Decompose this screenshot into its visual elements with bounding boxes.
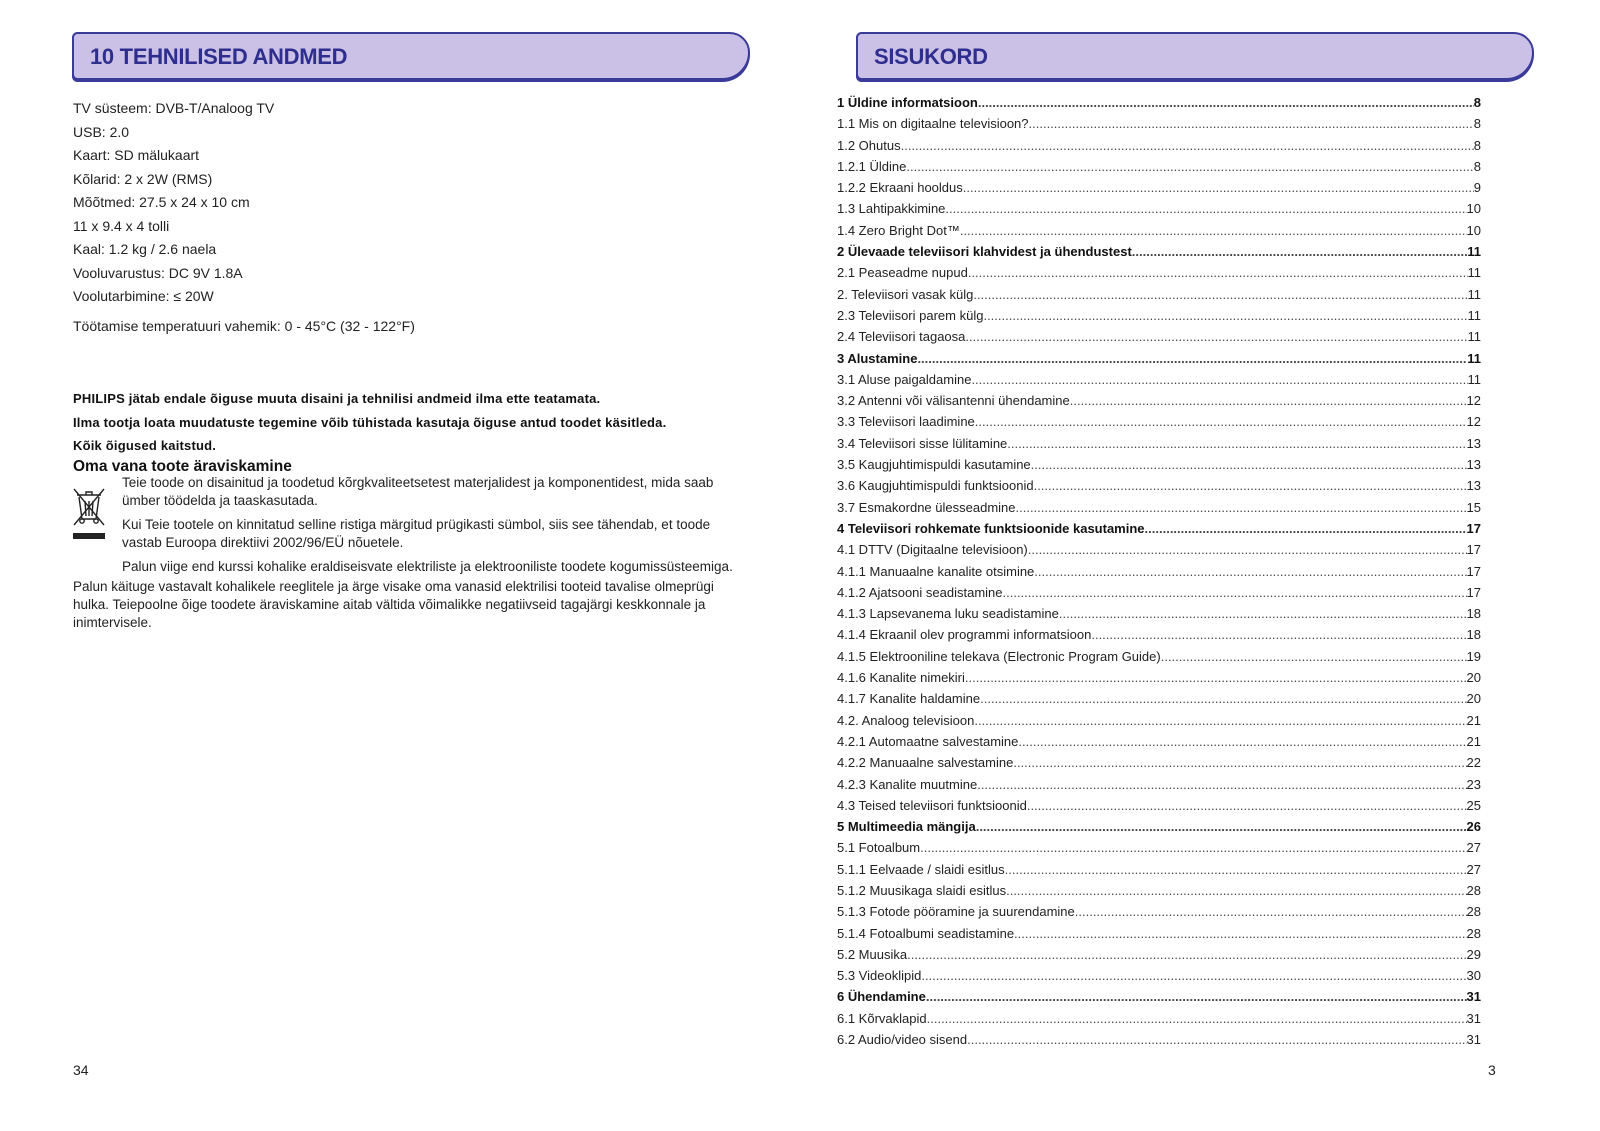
toc-entry (837, 414, 1481, 435)
section-header (856, 32, 1534, 80)
toc-chapter-entry (837, 95, 1481, 116)
dot-leader (963, 180, 1474, 195)
toc-entry-title: 6 Ühendamine (837, 989, 926, 1005)
dot-leader (1031, 457, 1467, 472)
dot-leader (977, 777, 1466, 792)
toc-entry (837, 840, 1481, 861)
toc-entry-title: 3.1 Aluse paigaldamine (837, 371, 972, 387)
toc-entry-page-number: 22 (1466, 755, 1481, 771)
dot-leader (1034, 478, 1467, 493)
toc-entry (837, 287, 1481, 308)
toc-entry-page-number: 11 (1467, 350, 1481, 366)
toc-entry (837, 223, 1481, 244)
toc-entry-page-number: 27 (1466, 840, 1481, 856)
toc-entry-page-number: 20 (1466, 670, 1481, 686)
spec-line: USB: 2.0 (73, 123, 130, 140)
toc-entry-page-number: 30 (1466, 968, 1481, 984)
toc-entry-title: 3.5 Kaugjuhtimispuldi kasutamine (837, 457, 1031, 473)
technical-specs (73, 97, 733, 338)
toc-entry-page-number: 11 (1467, 286, 1481, 302)
toc-entry-page-number: 11 (1467, 307, 1481, 323)
toc-entry-title: 2 Ülevaade televiisori klahvidest ja ühendustest (837, 244, 1132, 260)
disposal-final-paragraph: Palun käituge vastavalt kohalikele reeglitele ja ärge visake oma vanasid elektrilisi tooteid tavalise olmeprügi hulka. Teiepoolne õige toodete äraviskamine aitab vältida võimalikke negatiivseid tagajärgi keskkonnale ja inimtervisele. (73, 579, 714, 630)
dot-leader (1027, 798, 1467, 813)
toc-entry (837, 926, 1481, 947)
dot-leader (1029, 116, 1474, 131)
dot-leader (1018, 734, 1466, 749)
toc-chapter-entry (837, 989, 1481, 1010)
toc-chapter-entry (837, 351, 1481, 372)
toc-entry-title: 3.6 Kaugjuhtimispuldi funktsioonid (837, 478, 1034, 494)
toc-entry-title: 3.4 Televiisori sisse lülitamine (837, 435, 1008, 451)
table-of-contents (837, 95, 1481, 1053)
toc-entry-page-number: 8 (1473, 137, 1481, 153)
toc-entry (837, 798, 1481, 819)
toc-entry-page-number: 11 (1467, 244, 1481, 260)
toc-entry-page-number: 21 (1466, 712, 1481, 728)
toc-entry-page-number: 13 (1466, 478, 1481, 494)
toc-entry (837, 734, 1481, 755)
toc-entry-page-number: 11 (1467, 371, 1481, 387)
dot-leader (975, 414, 1467, 429)
right-page (800, 0, 1600, 1131)
dot-leader (1075, 904, 1467, 919)
toc-entry-title: 2.4 Televiisori tagaosa (837, 329, 966, 345)
dot-leader (1007, 436, 1466, 451)
toc-entry (837, 627, 1481, 648)
disposal-info (122, 474, 742, 582)
toc-chapter-entry (837, 244, 1481, 265)
toc-entry-title: 4.1.5 Elektrooniline telekava (Electronic Program Guide) (837, 648, 1161, 664)
dot-leader (917, 351, 1467, 366)
dot-leader (976, 819, 1467, 834)
crossed-out-wheelie-bin-icon (71, 486, 107, 544)
toc-entry (837, 649, 1481, 670)
toc-entry-title: 5.1.2 Muusikaga slaidi esitlus (837, 882, 1007, 898)
spec-line: Kõlarid: 2 x 2W (RMS) (73, 170, 213, 187)
toc-entry (837, 308, 1481, 329)
dot-leader (1034, 564, 1466, 579)
toc-entry-page-number: 29 (1466, 946, 1481, 962)
toc-entry-page-number: 18 (1466, 606, 1481, 622)
toc-entry-title: 4.2.2 Manuaalne salvestamine (837, 755, 1014, 771)
toc-entry (837, 691, 1481, 712)
dot-leader (1132, 244, 1467, 259)
toc-entry-page-number: 17 (1466, 542, 1481, 558)
toc-entry (837, 1011, 1481, 1032)
dot-leader (1070, 393, 1467, 408)
spec-line: Mõõtmed: 27.5 x 24 x 10 cm (73, 194, 250, 210)
toc-chapter-entry (837, 521, 1481, 542)
toc-entry-title: 4.2. Analoog televisioon (837, 712, 975, 728)
dot-leader (1013, 755, 1466, 770)
toc-entry-page-number: 11 (1467, 329, 1481, 345)
disposal-paragraph: Kui Teie tootele on kinnitatud selline ristiga märgitud prügikasti sümbol, siis see tähendab, et toode vastab Euroopa direktiivi 2002/96/EÜ nõuetele. (122, 517, 711, 550)
toc-entry-title: 4.1 DTTV (Digitaalne televisioon) (837, 542, 1028, 558)
toc-entry-page-number: 26 (1466, 819, 1481, 835)
toc-entry-page-number: 13 (1466, 435, 1481, 451)
toc-entry-title: 3 Alustamine (837, 350, 918, 366)
toc-entry (837, 904, 1481, 925)
dot-leader (978, 95, 1474, 110)
toc-entry-page-number: 21 (1466, 733, 1481, 749)
spec-line: 11 x 9.4 x 4 tolli (73, 217, 170, 234)
toc-entry-title: 1.3 Lahtipakkimine (837, 201, 946, 217)
toc-entry-page-number: 9 (1473, 180, 1481, 196)
toc-entry-title: 5.1.1 Eelvaade / slaidi esitlus (837, 861, 1005, 877)
toc-entry-page-number: 23 (1466, 776, 1481, 792)
toc-entry (837, 968, 1481, 989)
toc-entry-title: 4.2.1 Automaatne salvestamine (837, 733, 1019, 749)
dot-leader (980, 691, 1466, 706)
toc-entry (837, 180, 1481, 201)
toc-entry (837, 159, 1481, 180)
toc-entry-title: 3.2 Antenni või välisantenni ühendamine (837, 393, 1070, 409)
toc-entry-title: 6.2 Audio/video sisend (837, 1032, 968, 1048)
toc-entry (837, 585, 1481, 606)
toc-entry-page-number: 8 (1473, 116, 1481, 132)
toc-entry (837, 883, 1481, 904)
toc-entry-page-number: 28 (1466, 925, 1481, 941)
dot-leader (1014, 926, 1466, 941)
disposal-paragraph: Teie toode on disainitud ja toodetud kõrgkvaliteetsetest materjalidest ja komponentidest, mida saab ümber töödelda ja taaskasutada. (122, 475, 714, 508)
toc-entry-page-number: 8 (1473, 95, 1481, 110)
toc-entry (837, 947, 1481, 968)
section-title: 10 TEHNILISED ANDMED (90, 44, 348, 69)
toc-entry (837, 436, 1481, 457)
dot-leader (960, 223, 1467, 238)
notice-line: Kõik õigused kaitstud. (73, 438, 217, 453)
toc-entry-title: 1 Üldine informatsioon (837, 95, 978, 110)
toc-entry (837, 478, 1481, 499)
toc-entry-page-number: 17 (1466, 584, 1481, 600)
dot-leader (973, 287, 1467, 302)
dot-leader (920, 840, 1466, 855)
spec-line: Voolutarbimine: ≤ 20W (73, 288, 214, 304)
toc-entry-title: 3.7 Esmakordne ülesseadmine (837, 499, 1016, 515)
toc-chapter-entry (837, 819, 1481, 840)
toc-entry-title: 4.1.6 Kanalite nimekiri (837, 670, 965, 686)
toc-entry (837, 500, 1481, 521)
toc-entry-title: 5.3 Videoklipid (837, 968, 922, 984)
toc-entry-title: 3.3 Televiisori laadimine (837, 414, 975, 430)
toc-entry (837, 393, 1481, 414)
toc-entry-title: 4.3 Teised televiisori funktsioonid (837, 797, 1027, 813)
dot-leader (945, 201, 1466, 216)
rights-notice (73, 387, 753, 458)
notice-line: PHILIPS jätab endale õiguse muuta disaini ja tehnilisi andmeid ilma ette teatamata. (73, 391, 601, 406)
section-header (72, 32, 750, 80)
toc-entry (837, 372, 1481, 393)
toc-entry (837, 116, 1481, 137)
toc-entry (837, 777, 1481, 798)
toc-entry-title: 1.1 Mis on digitaalne televisioon? (837, 116, 1029, 132)
toc-entry-page-number: 10 (1466, 222, 1481, 238)
toc-entry-title: 5.1 Fotoalbum (837, 840, 921, 856)
toc-entry-page-number: 12 (1466, 393, 1481, 409)
toc-entry-page-number: 28 (1466, 904, 1481, 920)
toc-entry-title: 4.2.3 Kanalite muutmine (837, 776, 978, 792)
operating-temperature: Töötamise temperatuuri vahemik: 0 - 45°C (32 - 122°F) (73, 317, 415, 334)
toc-entry (837, 457, 1481, 478)
dot-leader (1028, 542, 1467, 557)
section-title: SISUKORD (874, 44, 988, 69)
toc-entry (837, 201, 1481, 222)
toc-entry-title: 1.2.1 Üldine (837, 158, 907, 174)
toc-entry (837, 329, 1481, 350)
disposal-heading: Oma vana toote äraviskamine (73, 458, 292, 475)
toc-entry-page-number: 18 (1466, 627, 1481, 643)
dot-leader (921, 968, 1466, 983)
dot-leader (1059, 606, 1467, 621)
dot-leader (1161, 649, 1467, 664)
toc-entry-page-number: 20 (1466, 691, 1481, 707)
spec-line: TV süsteem: DVB-T/Analoog TV (73, 100, 275, 116)
toc-entry (837, 606, 1481, 627)
toc-entry-page-number: 15 (1466, 499, 1481, 515)
dot-leader (926, 989, 1467, 1004)
toc-entry (837, 670, 1481, 691)
toc-entry-title: 1.2.2 Ekraani hooldus (837, 180, 963, 196)
toc-entry-title: 5 Multimeedia mängija (837, 819, 976, 835)
toc-entry (837, 713, 1481, 734)
spec-line: Vooluvarustus: DC 9V 1.8A (73, 264, 243, 281)
toc-entry (837, 542, 1481, 563)
dot-leader (967, 1032, 1466, 1047)
toc-entry-page-number: 11 (1467, 265, 1481, 281)
toc-entry (837, 265, 1481, 286)
dot-leader (971, 372, 1467, 387)
toc-entry (837, 138, 1481, 159)
dot-leader (907, 947, 1466, 962)
notice-line: Ilma tootja loata muudatuste tegemine võib tühistada kasutaja õiguse antud toodet käsitleda. (73, 414, 667, 430)
toc-entry-page-number: 31 (1466, 1010, 1481, 1026)
toc-entry-page-number: 31 (1466, 989, 1481, 1005)
toc-entry-title: 4 Televiisori rohkemate funktsioonide kasutamine (837, 520, 1145, 536)
toc-entry-page-number: 25 (1466, 797, 1481, 813)
dot-leader (906, 159, 1473, 174)
dot-leader (1005, 862, 1467, 877)
toc-entry-title: 4.1.7 Kanalite haldamine (837, 691, 981, 707)
toc-entry-page-number: 12 (1466, 414, 1481, 430)
toc-entry-title: 1.4 Zero Bright Dot™ (837, 222, 960, 238)
toc-entry (837, 564, 1481, 585)
page-number: 34 (73, 1062, 89, 1078)
dot-leader (968, 265, 1468, 280)
toc-entry-page-number: 17 (1466, 563, 1481, 579)
toc-entry-title: 2.3 Televiisori parem külg (837, 307, 984, 323)
dot-leader (1091, 627, 1466, 642)
toc-entry-page-number: 17 (1466, 520, 1481, 536)
dot-leader (927, 1011, 1467, 1026)
toc-entry-title: 2.1 Peaseadme nupud (837, 265, 968, 281)
toc-entry-page-number: 10 (1466, 201, 1481, 217)
toc-entry-page-number: 13 (1466, 457, 1481, 473)
toc-entry-title: 4.1.4 Ekraanil olev programmi informatsioon (837, 627, 1092, 643)
toc-entry-title: 5.1.3 Fotode pööramine ja suurendamine (837, 904, 1075, 920)
toc-entry-title: 4.1.1 Manuaalne kanalite otsimine (837, 563, 1035, 579)
dot-leader (1016, 500, 1467, 515)
disposal-paragraph: Palun viige end kurssi kohalike eraldiseisvate elektriliste ja elektrooniliste toodete kogumissüsteemiga. (122, 559, 733, 574)
toc-entry-title: 5.2 Muusika (837, 946, 908, 962)
toc-entry-page-number: 31 (1466, 1032, 1481, 1048)
toc-entry (837, 1032, 1481, 1053)
toc-entry (837, 755, 1481, 776)
toc-entry-page-number: 27 (1466, 861, 1481, 877)
dot-leader (974, 713, 1466, 728)
toc-entry-page-number: 28 (1466, 882, 1481, 898)
page-number: 3 (1488, 1062, 1496, 1078)
dot-leader (1003, 585, 1467, 600)
dot-leader (983, 308, 1467, 323)
toc-entry-title: 2. Televiisori vasak külg (837, 286, 974, 302)
toc-entry-title: 1.2 Ohutus (837, 137, 901, 153)
dot-leader (965, 329, 1467, 344)
toc-entry-title: 6.1 Kõrvaklapid (837, 1010, 927, 1026)
toc-entry-title: 4.1.2 Ajatsooni seadistamine (837, 584, 1003, 600)
toc-entry-title: 4.1.3 Lapsevanema luku seadistamine (837, 606, 1059, 622)
dot-leader (965, 670, 1467, 685)
toc-entry-page-number: 19 (1466, 648, 1481, 664)
dot-leader (901, 138, 1474, 153)
toc-entry-page-number: 8 (1473, 158, 1481, 174)
dot-leader (1006, 883, 1466, 898)
toc-entry-title: 5.1.4 Fotoalbumi seadistamine (837, 925, 1015, 941)
dot-leader (1145, 521, 1467, 536)
spec-line: Kaart: SD mälukaart (73, 147, 200, 163)
spec-line: Kaal: 1.2 kg / 2.6 naela (73, 241, 217, 257)
toc-entry (837, 862, 1481, 883)
